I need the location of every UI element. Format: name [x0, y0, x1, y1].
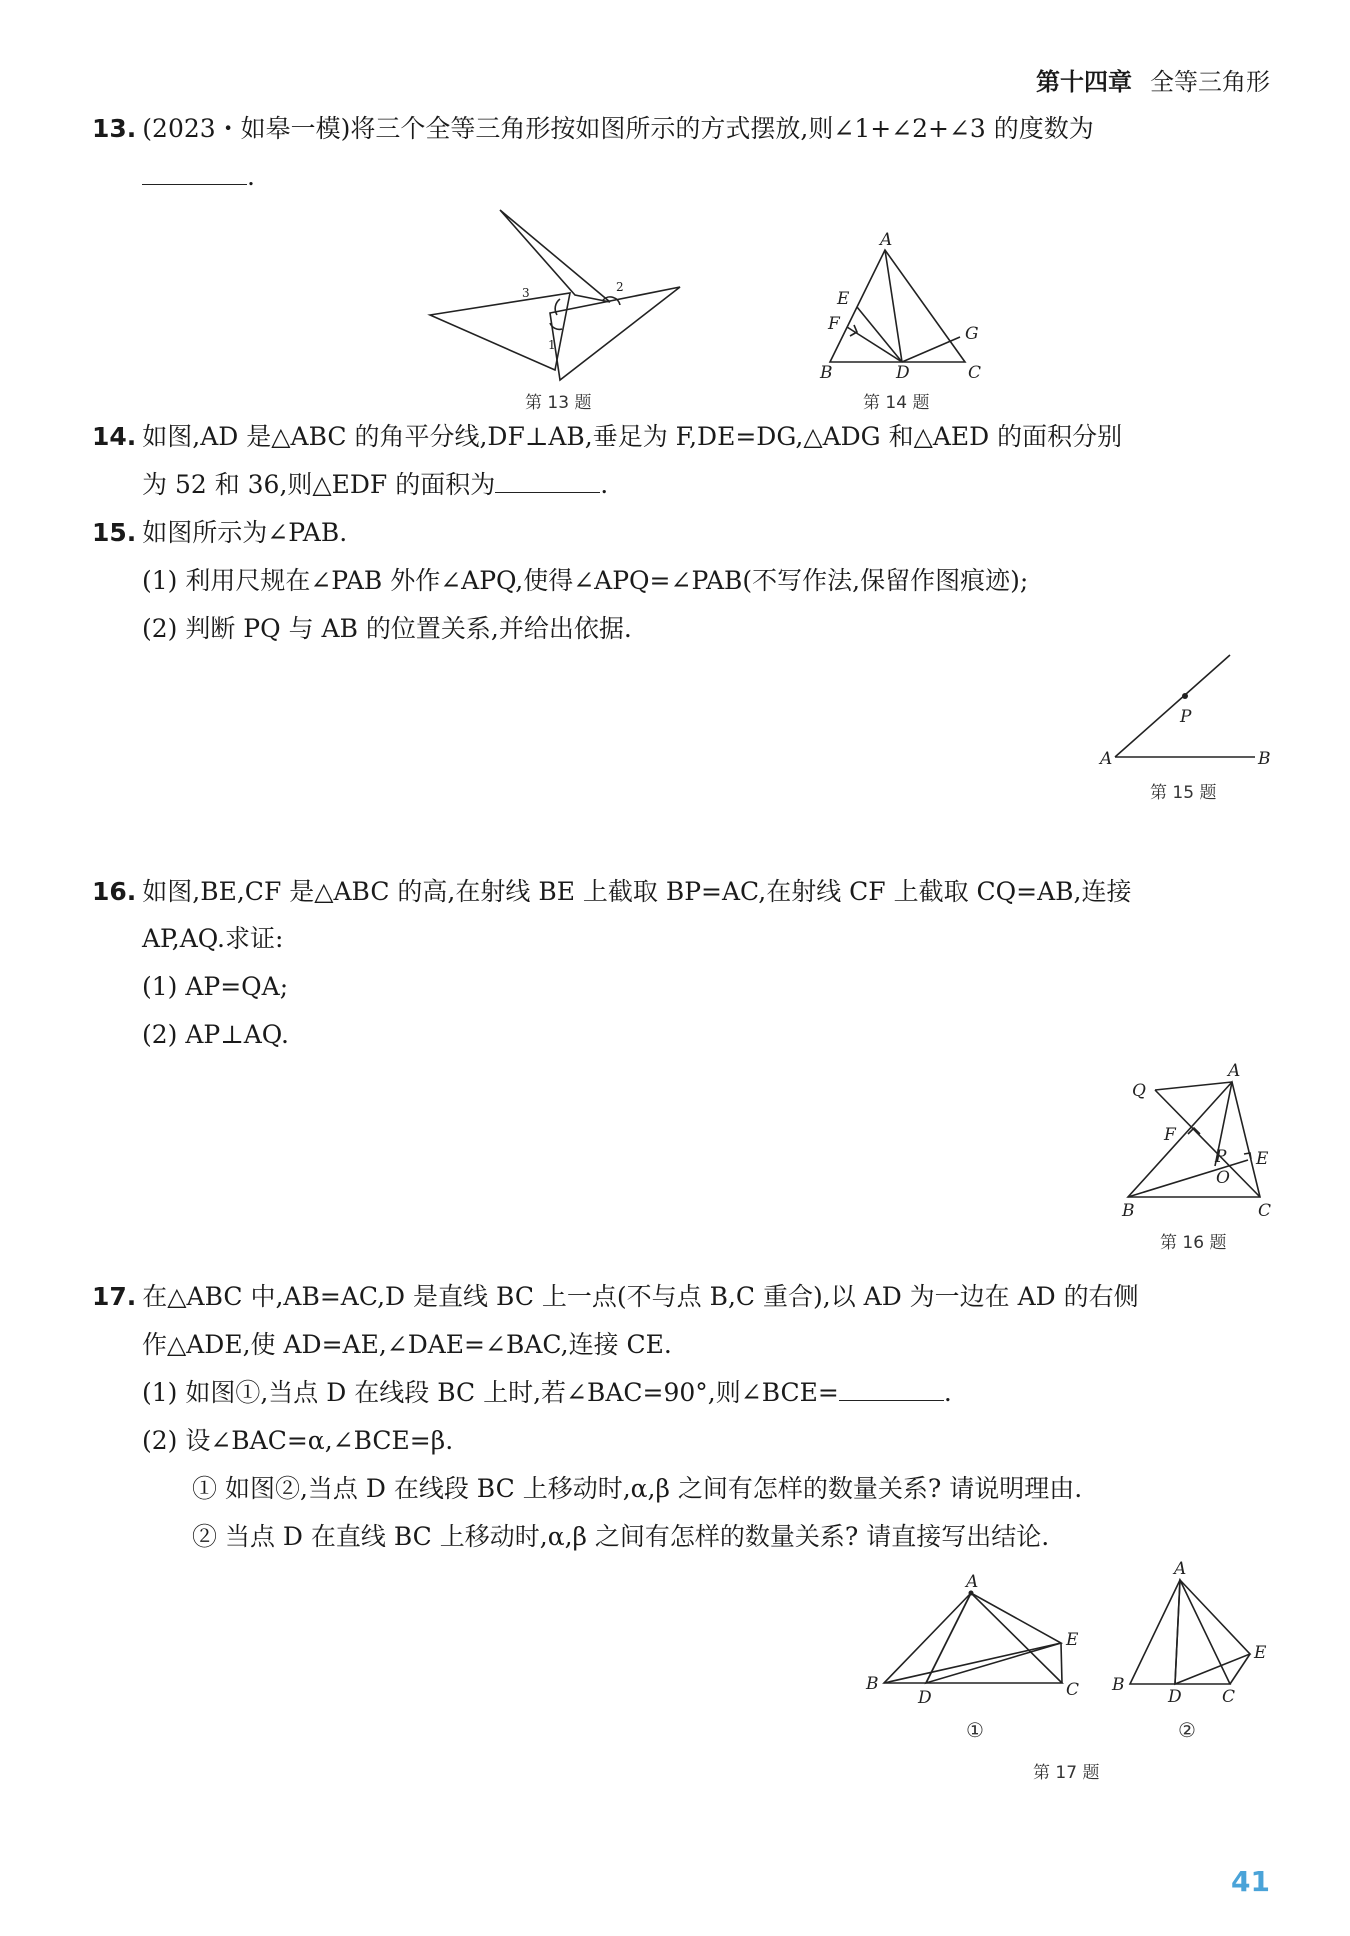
fig13-label-1: 1: [548, 338, 556, 352]
fig16-label-q: Q: [1132, 1081, 1146, 1101]
q16-line1: [92, 875, 1131, 909]
q17-line2: 作△ADE,使 AD=AE,∠DAE=∠BAC,连接 CE.: [142, 1330, 672, 1359]
q14-line1: [92, 420, 1122, 454]
q14-line2: [142, 468, 608, 502]
fig14-triangle-abc: [830, 250, 965, 362]
page-number: 41: [1231, 1865, 1270, 1898]
q17-sub2: (2) 设∠BAC=α,∠BCE=β.: [142, 1426, 454, 1455]
q17-line1: [92, 1280, 1139, 1314]
fig14-label-a: A: [880, 230, 893, 250]
q13-text: (2023・如皋一模)将三个全等三角形按如图所示的方式摆放,则∠1+∠2+∠3 的度数为: [142, 114, 1094, 143]
fig16-diagram: [1120, 1062, 1280, 1222]
fig15-caption: 第 15 题: [1150, 783, 1217, 803]
page-header: [1036, 62, 1270, 97]
fig13-label-2: 2: [616, 280, 624, 294]
fig17-1-label-b: B: [866, 1674, 879, 1694]
q16-sub2: (2) AP⊥AQ.: [142, 1020, 289, 1049]
q13-period: .: [247, 162, 255, 191]
fig16-label-c: C: [1258, 1201, 1272, 1221]
fig17-2-triangle-ade: [1175, 1580, 1250, 1684]
q13-line1: [92, 112, 1094, 146]
fig15-label-p: P: [1180, 707, 1192, 727]
q13-line2: [142, 160, 255, 194]
fig16-label-o: O: [1216, 1168, 1230, 1188]
fig16-label-a: A: [1228, 1061, 1241, 1081]
fig17-2-label-c: C: [1222, 1687, 1236, 1707]
fig14-label-f: F: [828, 314, 840, 334]
q14-number: 14.: [92, 422, 137, 451]
chapter-number: 第十四章: [1036, 68, 1132, 96]
fig17-1-label-a: A: [966, 1572, 979, 1592]
fig17-2-label-d: D: [1168, 1687, 1182, 1707]
q17-sub1-period: .: [943, 1378, 952, 1407]
fig14-label-d: D: [896, 363, 910, 383]
q17-sub2b: ② 当点 D 在直线 BC 上移动时,α,β 之间有怎样的数量关系? 请直接写出结论.: [192, 1522, 1050, 1551]
q17-sub1: [142, 1376, 952, 1410]
q17-text: 在△ABC 中,AB=AC,D 是直线 BC 上一点(不与点 B,C 重合),以 AD 为一边在 AD 的右侧: [142, 1282, 1139, 1311]
q14-answer-blank[interactable]: [495, 470, 600, 493]
q13-answer-blank[interactable]: [142, 162, 247, 185]
q15-line1: [92, 516, 347, 550]
q15-text: 如图所示为∠PAB.: [142, 518, 348, 547]
fig16-caption: 第 16 题: [1160, 1233, 1227, 1253]
q14-text: 如图,AD 是△ABC 的角平分线,DF⊥AB,垂足为 F,DE=DG,△ADG 和△AED 的面积分别: [142, 422, 1123, 451]
q14-period: .: [600, 470, 609, 499]
fig17-1-label-c: C: [1066, 1680, 1080, 1700]
fig13-diagram: [420, 205, 700, 380]
q16-sub1: (1) AP=QA;: [142, 972, 289, 1001]
fig17-1-label-d: D: [918, 1688, 932, 1708]
q14-text-2: 为 52 和 36,则△EDF 的面积为: [142, 470, 496, 499]
fig14-diagram: [820, 232, 990, 382]
fig17-2-label-e: E: [1254, 1643, 1267, 1663]
fig16-label-b: B: [1122, 1201, 1135, 1221]
fig14-label-c: C: [968, 363, 982, 383]
q15-number: 15.: [92, 518, 137, 547]
fig17-1-label-e: E: [1066, 1630, 1079, 1650]
fig13-triangle-left: [430, 293, 570, 370]
fig16-triangle-abc: [1128, 1082, 1260, 1197]
fig13-label-3: 3: [522, 286, 530, 300]
fig13-caption: 第 13 题: [525, 393, 592, 413]
chapter-title: 全等三角形: [1150, 68, 1270, 96]
fig17-mark-1: ①: [966, 1718, 984, 1742]
fig17-caption: 第 17 题: [1033, 1763, 1100, 1783]
q15-sub2: (2) 判断 PQ 与 AB 的位置关系,并给出依据.: [142, 614, 632, 643]
fig15-label-a: A: [1100, 749, 1113, 769]
fig14-label-g: G: [965, 324, 979, 344]
fig14-label-e: E: [837, 289, 850, 309]
q13-number: 13.: [92, 114, 137, 143]
fig14-label-b: B: [820, 363, 833, 383]
q17-sub1-text: (1) 如图①,当点 D 在线段 BC 上时,若∠BAC=90°,则∠BCE=: [142, 1378, 839, 1407]
fig14-caption: 第 14 题: [863, 393, 930, 413]
q16-number: 16.: [92, 877, 137, 906]
fig15-point-p: [1182, 693, 1188, 699]
fig13-triangle-top: [500, 210, 610, 302]
fig17-diagram-2: [1110, 1559, 1280, 1707]
fig16-label-e: E: [1256, 1149, 1269, 1169]
q17-sub2a: ① 如图②,当点 D 在线段 BC 上移动时,α,β 之间有怎样的数量关系? 请说明理由.: [192, 1474, 1083, 1503]
fig13-triangle-right: [550, 287, 680, 380]
fig17-mark-2: ②: [1178, 1718, 1196, 1742]
q17-answer-blank[interactable]: [839, 1378, 944, 1401]
fig16-label-f: F: [1164, 1125, 1176, 1145]
q17-number: 17.: [92, 1282, 137, 1311]
q15-sub1: (1) 利用尺规在∠PAB 外作∠APQ,使得∠APQ=∠PAB(不写作法,保留作图痕迹);: [142, 566, 1029, 595]
fig15-label-b: B: [1258, 749, 1271, 769]
fig15-diagram: [1100, 650, 1280, 770]
fig17-diagram-1: [866, 1572, 1086, 1708]
q16-line2: AP,AQ.求证:: [142, 924, 284, 953]
fig16-label-p: P: [1215, 1147, 1227, 1167]
q16-text: 如图,BE,CF 是△ABC 的高,在射线 BE 上截取 BP=AC,在射线 CF 上截取 CQ=AB,连接: [142, 877, 1132, 906]
fig17-2-label-a: A: [1174, 1559, 1187, 1579]
fig15-ray-ap: [1115, 655, 1230, 757]
fig17-2-label-b: B: [1112, 1675, 1125, 1695]
